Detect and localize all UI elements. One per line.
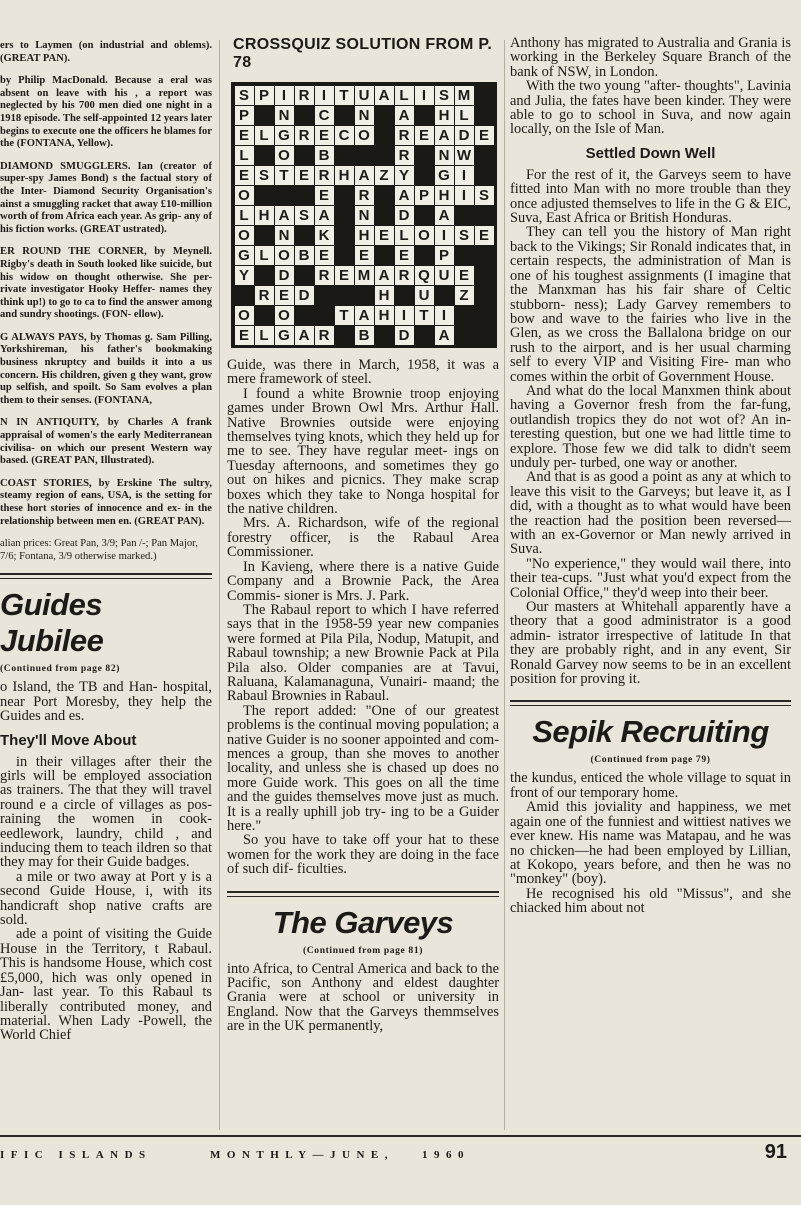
crossquiz-letter-cell: I: [435, 306, 454, 325]
crossquiz-letter-cell: E: [295, 166, 314, 185]
crossquiz-row: [234, 225, 494, 245]
crossquiz-black-cell: [255, 266, 274, 285]
crossquiz-black-cell: [475, 166, 494, 185]
crossquiz-letter-cell: E: [375, 226, 394, 245]
crossquiz-letter-cell: P: [435, 246, 454, 265]
crossquiz-black-cell: [415, 166, 434, 185]
page-number: 91: [764, 1141, 787, 1163]
crossquiz-letter-cell: Z: [375, 166, 394, 185]
crossquiz-black-cell: [275, 186, 294, 205]
crossquiz-letter-cell: C: [315, 106, 334, 125]
crossquiz-black-cell: [295, 106, 314, 125]
crossquiz-black-cell: [475, 286, 494, 305]
section-divider: [0, 573, 212, 579]
paragraph: Amid this joviality and happiness, we met again one of the funniest and wittiest natives we ever knew. His name was Matapau, and he was no chicken—he had been employed by Lillian, at Kokopo, years before, and then he was no "monkey" (boy).: [510, 799, 791, 888]
crossquiz-black-cell: [355, 146, 374, 165]
crossquiz-letter-cell: O: [415, 226, 434, 245]
crossquiz-letter-cell: R: [315, 266, 334, 285]
paragraph: Anthony has migrated to Australia and Grania is working in the Berkeley Square Branch of the bank of NSW, in London.: [510, 36, 791, 80]
crossquiz-letter-cell: O: [275, 146, 294, 165]
crossquiz-black-cell: [375, 126, 394, 145]
crossquiz-letter-cell: E: [415, 126, 434, 145]
crossquiz-letter-cell: A: [435, 206, 454, 225]
paragraph: o Island, the TB and Han- hospital, near Port Moresby, they help the Guides and es.: [0, 679, 212, 725]
book-review: ER ROUND THE CORNER, by Meynell. Rigby's death in South looked like suicide, but his widow on thought otherwise. She per- rivate investigator Hooky Heffer- names they think up!) to go to ca to find the answer among and sundry shootings. (FON- ellow).: [0, 246, 212, 321]
crossquiz-black-cell: [255, 186, 274, 205]
crossquiz-letter-cell: R: [395, 146, 414, 165]
settled-subhead: Settled Down Well: [585, 144, 716, 162]
crossquiz-title: CROSSQUIZ SOLUTION FROM P. 78: [233, 36, 493, 71]
crossquiz-letter-cell: U: [355, 86, 374, 105]
crossquiz-black-cell: [235, 286, 254, 305]
crossquiz-black-cell: [335, 206, 354, 225]
crossquiz-letter-cell: I: [415, 86, 434, 105]
crossquiz-black-cell: [395, 286, 414, 305]
footer-magazine-left: IFIC ISLANDS: [0, 1149, 152, 1161]
book-review: G ALWAYS PAYS, by Thomas g. Sam Pilling, Yorkshireman, his father's bookmaking business nkruptcy and builds it into a us concern. His children, given g they want, grow up selfish, and spoilt. So Sam evolves a plan them to their senses. (FONTANA,: [0, 331, 212, 406]
crossquiz-letter-cell: M: [455, 86, 474, 105]
crossquiz-letter-cell: R: [395, 126, 414, 145]
crossquiz-letter-cell: N: [355, 106, 374, 125]
crossquiz-letter-cell: D: [395, 326, 414, 345]
crossquiz-letter-cell: E: [235, 326, 254, 345]
column-book-reviews: [0, 40, 212, 1043]
crossquiz-row: [234, 85, 494, 105]
column-rule-right: [504, 40, 505, 1130]
crossquiz-letter-cell: A: [275, 206, 294, 225]
crossquiz-letter-cell: R: [295, 126, 314, 145]
crossquiz-black-cell: [335, 326, 354, 345]
settled-section-body: [510, 168, 791, 687]
crossquiz-black-cell: [375, 106, 394, 125]
crossquiz-letter-cell: U: [415, 286, 434, 305]
crossquiz-letter-cell: E: [475, 226, 494, 245]
crossquiz-letter-cell: L: [235, 206, 254, 225]
crossquiz-letter-cell: N: [275, 226, 294, 245]
page-footer: [0, 1135, 801, 1177]
crossquiz-letter-cell: T: [415, 306, 434, 325]
crossquiz-black-cell: [295, 226, 314, 245]
guides-continued-note: (Continued from page 82): [0, 663, 121, 675]
section-divider: [227, 891, 499, 897]
paragraph: the kundus, enticed the whole village to squat in front of our temporary home.: [510, 770, 791, 801]
crossquiz-letter-cell: A: [395, 186, 414, 205]
crossquiz-black-cell: [415, 326, 434, 345]
crossquiz-letter-cell: A: [295, 326, 314, 345]
sepik-continued-note: (Continued from page 79): [590, 754, 711, 766]
crossquiz-letter-cell: A: [355, 306, 374, 325]
crossquiz-black-cell: [375, 186, 394, 205]
crossquiz-letter-cell: O: [235, 306, 254, 325]
crossquiz-black-cell: [255, 146, 274, 165]
crossquiz-black-cell: [355, 286, 374, 305]
footer-year: 1960: [422, 1149, 470, 1161]
garveys-continued-note: (Continued from page 81): [302, 944, 424, 956]
crossquiz-letter-cell: H: [435, 106, 454, 125]
crossquiz-letter-cell: C: [335, 126, 354, 145]
crossquiz-letter-cell: E: [315, 186, 334, 205]
crossquiz-letter-cell: S: [475, 186, 494, 205]
crossquiz-row: [234, 325, 494, 345]
prices-note: alian prices: Great Pan, 3/9; Pan /-; Pan Major, 7/6; Fontana, 3/9 otherwise marked.): [0, 538, 198, 562]
crossquiz-letter-cell: I: [275, 86, 294, 105]
crossquiz-grid: [231, 82, 497, 348]
crossquiz-letter-cell: E: [235, 126, 254, 145]
crossquiz-letter-cell: S: [455, 226, 474, 245]
crossquiz-letter-cell: R: [395, 266, 414, 285]
crossquiz-letter-cell: H: [375, 306, 394, 325]
guides-article-continued: [227, 358, 499, 877]
crossquiz-letter-cell: P: [235, 106, 254, 125]
crossquiz-black-cell: [295, 266, 314, 285]
crossquiz-letter-cell: E: [395, 246, 414, 265]
crossquiz-letter-cell: U: [435, 266, 454, 285]
crossquiz-black-cell: [315, 306, 334, 325]
crossquiz-letter-cell: S: [255, 166, 274, 185]
crossquiz-letter-cell: S: [235, 86, 254, 105]
crossquiz-letter-cell: L: [255, 326, 274, 345]
crossquiz-letter-cell: A: [315, 206, 334, 225]
crossquiz-black-cell: [415, 146, 434, 165]
paragraph: And that is as good a point as any at which to leave this visit to the Garveys; but leave it, as I did, with a thought as to what would have been the reaction had the position been reversed—with an ex-Governor or Man newly arrived in Suva.: [510, 469, 791, 558]
crossquiz-letter-cell: E: [335, 266, 354, 285]
paragraph: In Kavieng, where there is a native Guide Company and a Brownie Pack, the Area Commis- sioner is Mrs. J. Park.: [227, 558, 499, 604]
crossquiz-letter-cell: A: [435, 126, 454, 145]
crossquiz-black-cell: [415, 246, 434, 265]
crossquiz-row: [234, 305, 494, 325]
crossquiz-letter-cell: A: [375, 86, 394, 105]
crossquiz-black-cell: [255, 106, 274, 125]
paragraph: Our masters at Whitehall apparently have a theory that a good administrator is a good admin- istrator irrespective of latitude In that they are probably right, and in any event, Sir Ronald Garvey now seems to be in an excellent position for proving it.: [510, 599, 791, 688]
crossquiz-black-cell: [475, 206, 494, 225]
crossquiz-black-cell: [335, 226, 354, 245]
crossquiz-letter-cell: R: [315, 166, 334, 185]
crossquiz-letter-cell: T: [275, 166, 294, 185]
crossquiz-letter-cell: G: [275, 126, 294, 145]
crossquiz-letter-cell: S: [435, 86, 454, 105]
crossquiz-black-cell: [455, 206, 474, 225]
crossquiz-black-cell: [475, 86, 494, 105]
crossquiz-black-cell: [335, 286, 354, 305]
crossquiz-letter-cell: G: [275, 326, 294, 345]
crossquiz-black-cell: [475, 106, 494, 125]
crossquiz-black-cell: [475, 306, 494, 325]
crossquiz-black-cell: [415, 106, 434, 125]
book-review: N IN ANTIQUITY, by Charles A frank appraisal of women's the early Mediterranean civilisa- on which our present Western way based. (GREAT PAN, Illustrated).: [0, 417, 212, 467]
crossquiz-letter-cell: I: [315, 86, 334, 105]
crossquiz-letter-cell: O: [235, 186, 254, 205]
guides-subhead: They'll Move About: [0, 731, 137, 749]
crossquiz-letter-cell: L: [395, 86, 414, 105]
crossquiz-row: [234, 145, 494, 165]
crossquiz-letter-cell: G: [235, 246, 254, 265]
crossquiz-black-cell: [255, 306, 274, 325]
book-review: by Philip MacDonald. Because a eral was absent on leave with his , a report was neglected by his 700 men died one night in a 1918 episode. The self-appointed 12 years later begins to execute one the officers he blames for the (FONTANA, Yellow).: [0, 75, 212, 150]
crossquiz-letter-cell: G: [435, 166, 454, 185]
crossquiz-letter-cell: L: [255, 246, 274, 265]
crossquiz-letter-cell: L: [455, 106, 474, 125]
guides-article-body: [0, 680, 212, 1042]
crossquiz-black-cell: [375, 326, 394, 345]
paragraph: I found a white Brownie troop enjoying games under Brown Owl Mrs. Arthur Hall. Native Brownies outside were enjoying themselves tying knots, which they held up for me to see. They have regular meet- ings on Tuesday afternoons, and sometimes they go out on hikes and picnics. They make scrap boxes which they take to Nonga hospital for the native children.: [227, 385, 499, 518]
guides-jubilee-title: Guides Jubilee: [0, 587, 104, 659]
crossquiz-letter-cell: A: [395, 106, 414, 125]
crossquiz-letter-cell: L: [395, 226, 414, 245]
crossquiz-letter-cell: L: [255, 126, 274, 145]
crossquiz-row: [234, 265, 494, 285]
crossquiz-black-cell: [295, 146, 314, 165]
crossquiz-letter-cell: P: [255, 86, 274, 105]
column-rule-left: [219, 40, 220, 1130]
garveys-title: The Garveys: [272, 904, 454, 940]
crossquiz-letter-cell: N: [435, 146, 454, 165]
sepik-article-body: [510, 771, 791, 915]
crossquiz-black-cell: [455, 246, 474, 265]
paragraph: ade a point of visiting the Guide House in the Territory, t Rabaul. This is handsome House, which cost £5,000, hich was only opened in Jan- last year. To this Rabaul ts liberally contributed money, and material. When Lady -Powell, the World Chief: [0, 926, 212, 1043]
crossquiz-black-cell: [335, 146, 354, 165]
crossquiz-letter-cell: H: [255, 206, 274, 225]
crossquiz-letter-cell: E: [315, 126, 334, 145]
crossquiz-letter-cell: T: [335, 86, 354, 105]
crossquiz-black-cell: [295, 186, 314, 205]
crossquiz-black-cell: [435, 286, 454, 305]
crossquiz-row: [234, 185, 494, 205]
crossquiz-letter-cell: E: [235, 166, 254, 185]
crossquiz-letter-cell: E: [455, 266, 474, 285]
book-review: ers to Laymen (on industrial and oblems). (GREAT PAN).: [0, 40, 212, 64]
paragraph: They can tell you the history of Man right back to the Vikings; Sir Ronald indicates that, in certain respects, the administration of Man is one of his toughest assignments (I imagine that the Manxman has his fair share of Celtic stubborn- ness); Lady Garvey remembers to bow and wave to the fairies who live in the Glen, as we cross the Ballalona bridge on our rush to the airport, and is her usual charming self to every VIP and Visiting Fire- man who comes within the orbit of Government House.: [510, 224, 791, 385]
paragraph: Mrs. A. Richardson, wife of the regional forestry officer, is the Rabaul Area Commissioner.: [227, 515, 499, 561]
crossquiz-row: [234, 105, 494, 125]
paragraph: Guide, was there in March, 1958, it was a mere framework of steel.: [227, 357, 499, 388]
paragraph: a mile or two away at Port y is a second Guide House, i, with its handicraft shop native crafts are sold.: [0, 868, 212, 929]
crossquiz-black-cell: [295, 306, 314, 325]
crossquiz-letter-cell: I: [395, 306, 414, 325]
crossquiz-letter-cell: S: [295, 206, 314, 225]
crossquiz-letter-cell: H: [355, 226, 374, 245]
sepik-recruiting-title: Sepik Recruiting: [532, 714, 769, 750]
crossquiz-black-cell: [335, 246, 354, 265]
crossquiz-row: [234, 165, 494, 185]
crossquiz-letter-cell: O: [355, 126, 374, 145]
paragraph: The Rabaul report to which I have referred says that in the 1958-59 year new companies were formed at Pila Pila, Nodup, Matupit, and Rabaul township; a new Brownie Pack at Pila Pila also. Older companies are at Tavui, Raluana, Kalamanaguna, Vunairi- maand; the Rabaul Brownies in Rabaul.: [227, 601, 499, 705]
crossquiz-letter-cell: B: [295, 246, 314, 265]
crossquiz-letter-cell: E: [315, 246, 334, 265]
crossquiz-letter-cell: D: [295, 286, 314, 305]
crossquiz-letter-cell: O: [275, 306, 294, 325]
crossquiz-letter-cell: P: [415, 186, 434, 205]
crossquiz-black-cell: [375, 246, 394, 265]
crossquiz-letter-cell: E: [475, 126, 494, 145]
crossquiz-letter-cell: O: [235, 226, 254, 245]
footer-magazine-right: MONTHLY—JUNE,: [210, 1149, 395, 1161]
crossquiz-letter-cell: H: [435, 186, 454, 205]
crossquiz-black-cell: [455, 306, 474, 325]
crossquiz-letter-cell: E: [355, 246, 374, 265]
paragraph: The report added: "One of our greatest problems is the continual moving population; a native Guider is no sooner appointed and com- mences a group, than she moves to another locality, and unless she is chased up does no more Guide work. This goes on all the time and the guides themselves move just as much. It is a really uphill job try- ing to be a Guider here.": [227, 702, 499, 834]
crossquiz-letter-cell: B: [355, 326, 374, 345]
crossquiz-letter-cell: D: [275, 266, 294, 285]
crossquiz-letter-cell: A: [375, 266, 394, 285]
paragraph: "No experience," they would wail there, into their tea-cups. "Just what you'd expect from the Colonial Office," they'd weep into their beer.: [510, 555, 791, 601]
paragraph: in their villages after their the girls will be employed association as trainers. The that they will travel round e a circle of villages as pos- raining the women in cook- eedlework, laundry, child , and inducing them to teach ildren so that they may for their Guide badges.: [0, 753, 212, 871]
crossquiz-black-cell: [455, 326, 474, 345]
crossquiz-letter-cell: A: [435, 326, 454, 345]
crossquiz-black-cell: [375, 146, 394, 165]
crossquiz-black-cell: [475, 246, 494, 265]
crossquiz-black-cell: [335, 106, 354, 125]
crossquiz-letter-cell: E: [275, 286, 294, 305]
crossquiz-letter-cell: Y: [235, 266, 254, 285]
paragraph: So you have to take off your hat to these women for the work they are doing in the face of such dif- ficulties.: [227, 832, 499, 878]
section-divider: [510, 700, 791, 706]
paragraph: With the two young "after- thoughts", Lavinia and Julia, the fates have been kinder. They were able to go to school in Suva, and now again locally, on the Isle of Man.: [510, 78, 791, 138]
column-right: [510, 36, 791, 916]
crossquiz-row: [234, 245, 494, 265]
crossquiz-black-cell: [475, 266, 494, 285]
crossquiz-letter-cell: I: [455, 166, 474, 185]
crossquiz-black-cell: [375, 206, 394, 225]
paragraph: For the rest of it, the Garveys seem to have fitted into Man with no more trouble than they once adjusted themselves to life in the G & EIC, Suva, East Africa or British Honduras.: [510, 166, 791, 227]
crossquiz-letter-cell: H: [335, 166, 354, 185]
crossquiz-letter-cell: A: [355, 166, 374, 185]
crossquiz-black-cell: [335, 186, 354, 205]
book-review: COAST STORIES, by Erskine The sultry, steamy region of eans, USA, is the setting for these hort stories of innocence and ex- in the relationship between men en. (GREAT PAN).: [0, 477, 212, 527]
paragraph: into Africa, to Central America and back to the Pacific, son Anthony and eldest daughter Grania were at school or university in England. Now that the Garveys themmselves are in the UK permanently,: [227, 960, 499, 1034]
crossquiz-letter-cell: L: [235, 146, 254, 165]
crossquiz-row: [234, 125, 494, 145]
crossquiz-row: [234, 205, 494, 225]
crossquiz-letter-cell: B: [315, 146, 334, 165]
crossquiz-letter-cell: Y: [395, 166, 414, 185]
paragraph: And what do the local Manxmen think about having a Governor fresh from the far-fung, outlandish tropics they do not wot of? An in- teresting question, but one we had little time to explore. Those few we did talk to didn't seem unduly per- turbed, one way or another.: [510, 382, 791, 471]
crossquiz-letter-cell: H: [375, 286, 394, 305]
crossquiz-letter-cell: I: [455, 186, 474, 205]
crossquiz-black-cell: [475, 146, 494, 165]
crossquiz-letter-cell: Z: [455, 286, 474, 305]
crossquiz-letter-cell: D: [455, 126, 474, 145]
crossquiz-letter-cell: I: [435, 226, 454, 245]
crossquiz-letter-cell: T: [335, 306, 354, 325]
crossquiz-letter-cell: W: [455, 146, 474, 165]
book-review: DIAMOND SMUGGLERS. Ian (creator of super-spy James Bond) s the factual story of the Inter- Diamond Security Organisation's ainst a smuggling racket that away £10-million worth of from Africa each year. As grip- any of his fiction works. (GREAT ustrated).: [0, 160, 212, 235]
crossquiz-letter-cell: D: [395, 206, 414, 225]
column-middle: [227, 36, 499, 1034]
crossquiz-row: [234, 285, 494, 305]
crossquiz-letter-cell: R: [315, 326, 334, 345]
crossquiz-letter-cell: R: [295, 86, 314, 105]
crossquiz-black-cell: [315, 286, 334, 305]
crossquiz-letter-cell: R: [355, 186, 374, 205]
crossquiz-letter-cell: M: [355, 266, 374, 285]
crossquiz-letter-cell: N: [275, 106, 294, 125]
crossquiz-letter-cell: Q: [415, 266, 434, 285]
paragraph: He recognised his old "Missus", and she chiacked him about not: [510, 885, 791, 916]
crossquiz-letter-cell: O: [275, 246, 294, 265]
crossquiz-black-cell: [415, 206, 434, 225]
crossquiz-black-cell: [475, 326, 494, 345]
crossquiz-letter-cell: N: [355, 206, 374, 225]
garveys-article-continued: [510, 36, 791, 137]
crossquiz-black-cell: [255, 226, 274, 245]
garveys-article-body: [227, 962, 499, 1034]
crossquiz-letter-cell: K: [315, 226, 334, 245]
crossquiz-letter-cell: R: [255, 286, 274, 305]
